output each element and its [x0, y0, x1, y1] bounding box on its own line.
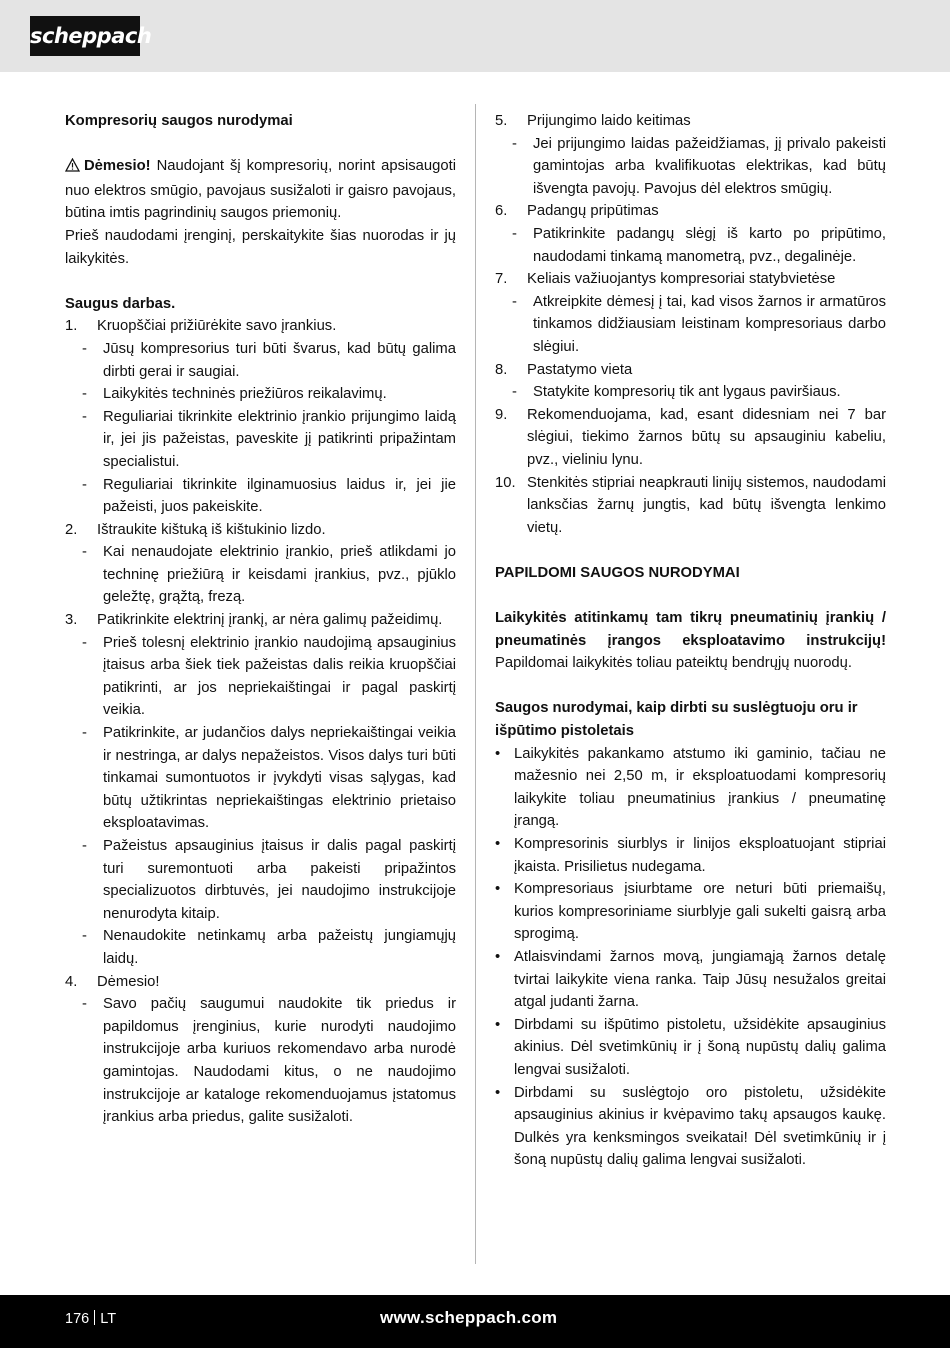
intro-paragraph: Prieš naudodami įrenginį, perskaitykite šias nuorodas ir jų laikykitės.: [65, 227, 456, 267]
warning-label: Dėmesio!: [84, 158, 151, 175]
list-item: 2. Ištraukite kištuką iš kištukinio lizdo.: [65, 521, 326, 538]
sub-item: - Patikrinkite, ar judančios dalys nepriekaištingai veikia ir nestringa, ar dalys nepažeistos. Visos dalys turi būti tinkamai sumontuotos ir įvykdyti visas sąlygas, kad būtų užtikrintas nepriekaištingas elektrinio prietaiso eksploatavimas.: [82, 725, 456, 832]
sub-item: - Jūsų kompresorius turi būti švarus, kad būtų galima dirbti gerai ir saugiai.: [82, 340, 456, 380]
bullet-item: • Kompresoriaus įsiurbtame ore neturi būti priemaišų, kurios kompresoriniame siurblyje gali sukelti gaisrą arba sprogimą.: [495, 881, 886, 943]
sub-item: - Jei prijungimo laidas pažeidžiamas, jį privalo pakeisti gamintojas arba kvalifikuotas elektrikas, kad būtų išvengta pavojų. Pavojus dėl elektros smūgių.: [512, 135, 886, 197]
list-item: 7. Keliais važiuojantys kompresoriai statybvietėse: [495, 271, 836, 288]
tools-paragraph: Laikykitės atitinkamų tam tikrų pneumatinių įrankių / pneumatinės įrangos eksploatavimo instrukcijų! Papildomai laikykitės toliau pateiktų bendrųjų nuorodų.: [495, 610, 886, 672]
warning-paragraph: [65, 155, 456, 225]
list-item: 8. Pastatymo vieta: [495, 361, 633, 378]
right-column: [495, 110, 886, 1172]
column-divider: [475, 104, 476, 1264]
sub-item: - Nenaudokite netinkamų arba pažeistų jungiamųjų laidų.: [82, 928, 456, 967]
sub-item: - Savo pačių saugumui naudokite tik priedus ir papildomus įrenginius, kurie nurodyti naudojimo instrukcijoje arba kuriuos rekomendavo arba nurodė gamintojas. Naudodami kitus, o ne naudojimo instrukcijoje ar kataloge rekomenduojamus įstatomus įrankius arba priedus, galite susižaloti.: [82, 996, 456, 1126]
list-item: 10. Stenkitės stipriai neapkrauti linijų sistemos, naudodami lanksčias žarnų jungtis, kad būtų išvengta lenkimo vietų.: [495, 474, 886, 536]
gun-heading: Saugos nurodymai, kaip dirbti su suslėgtuoju oru ir išpūtimo pistoletais: [495, 700, 858, 740]
sub-item: - Laikykitės techninės priežiūros reikalavimų.: [82, 386, 387, 403]
bullet-item: • Laikykitės pakankamo atstumo iki gaminio, tačiau ne mažesnio nei 2,50 m, ir eksploatuodami kompresorių laikykite toliau pneumatinius įrankius / pneumatinę įrangą.: [495, 745, 886, 830]
safe-work-heading: Saugus darbas.: [65, 295, 176, 312]
sub-item: - Prieš tolesnį elektrinio įrankio naudojimą apsauginius įtaisus arba šiek tiek pažeistas dalis reikia kruopščiai patikrinti, ar jos nepriekaištingai ir pagal paskirtį veikia.: [82, 634, 456, 719]
list-item: 5. Prijungimo laido keitimas: [495, 113, 691, 129]
bullet-item: • Atlaisvindami žarnos movą, jungiamąją žarnos detalę tvirtai laikykite viena ranka. Taip Jūsų nesužalos greitai atgal judanti žarna.: [495, 948, 886, 1011]
section-title: Kompresorių saugos nurodymai: [65, 113, 293, 129]
bullet-item: • Dirbdami su išpūtimo pistoletu, užsidėkite apsauginius akinius. Dėl svetimkūnių ir į šoną nupūstų dalių galima lengvai susižaloti.: [495, 1016, 886, 1078]
sub-item: - Reguliariai tikrinkite elektrinio įrankio prijungimo laidą ir, jei jis pažeistas, paveskite jį patikrinti pripažintam specialistui.: [82, 408, 456, 470]
list-item: 6. Padangų pripūtimas: [495, 203, 659, 220]
sub-item: - Kai nenaudojate elektrinio įrankio, prieš atlikdami jo techninę priežiūrą ir keisdami įrankius, pvz., pjūklo geležtę, grąžtą, frezą.: [82, 544, 456, 606]
sub-item: - Pažeistus apsauginius įtaisus ir dalis pagal paskirtį turi suremontuoti arba pakeisti pripažintos specializuotos dirbtuvės, jei naudojimo instrukcijoje nenurodyta kitaip.: [82, 838, 456, 922]
sub-item: - Atkreipkite dėmesį į tai, kad visos žarnos ir armatūros tinkamos didžiausiam leistinam kompresoriaus darbo slėgiui.: [512, 293, 886, 355]
bullet-item: • Dirbdami su suslėgtojo oro pistoletu, užsidėkite apsauginius akinius ir kvėpavimo takų apsaugos kaukę. Dulkės yra kenksmingos sveikatai! Dėl svetimkūnių ir į šoną nupūstų dalių galima lengvai susižaloti.: [495, 1084, 886, 1169]
language-code: LT: [100, 1311, 117, 1327]
list-item: 3. Patikrinkite elektrinį įrankį, ar nėra galimų pažeidimų.: [65, 612, 443, 629]
bullet-item: • Kompresorinis siurblys ir linijos eksploatuojant stipriai įkaista. Prisilietus nudegama.: [495, 836, 886, 875]
sub-item: - Patikrinkite padangų slėgį iš karto po pripūtimo, naudodami tinkamą manometrą, pvz., degalinėje.: [512, 225, 886, 265]
list-item: 9. Rekomenduojama, kad, esant didesniam nei 7 bar slėgiui, tiekimo žarnos būtų su apsauginiu kabeliu, pvz., vieliniu lynu.: [495, 406, 886, 468]
page-number: 176 LT: [65, 1311, 117, 1327]
warning-triangle-icon: [65, 157, 80, 180]
list-item: 1. Kruopščiai prižiūrėkite savo įrankius.: [65, 318, 337, 335]
warning-text: Naudojant šį kompresorių, norint apsisaugoti nuo elektros smūgio, pavojaus susižaloti ir gaisro pavojaus, būtina imtis pagrindinių saugos priemonių.: [65, 158, 456, 222]
sub-item: - Reguliariai tikrinkite ilginamuosius laidus ir, jei jie pažeisti, juos pakeiskite.: [82, 476, 456, 516]
extra-safety-heading: PAPILDOMI SAUGOS NURODYMAI: [495, 564, 740, 581]
left-column: [65, 110, 456, 1129]
website-link[interactable]: www.scheppach.com: [380, 1308, 558, 1327]
scheppach-logo: scheppach: [30, 16, 140, 56]
sub-item: - Statykite kompresorių tik ant lygaus paviršiaus.: [512, 384, 841, 401]
list-item: 4. Dėmesio!: [65, 973, 160, 990]
